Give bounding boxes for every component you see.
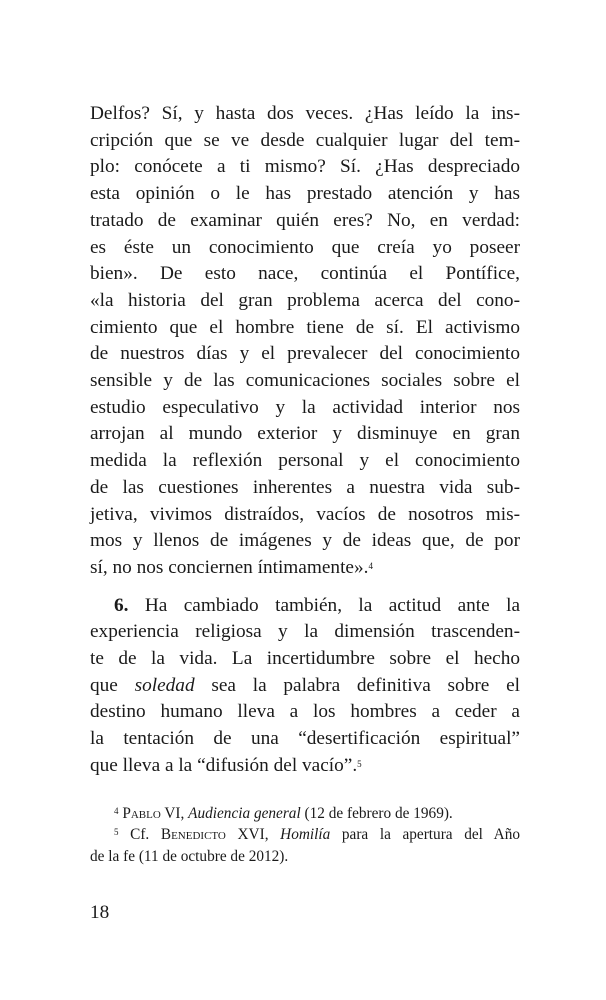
footnote-5 [90,824,520,846]
text-line: la tentación de una “desertificación espiritual” [90,728,520,750]
footnotes [90,803,520,868]
text-fragment: Ha cambiado también, la actitud ante la [128,594,520,616]
footnote-text: para la apertura del Año [330,826,521,844]
text-line: experiencia religiosa y la dimensión trascenden- [90,621,520,643]
text-fragment: sea la palabra definitiva sobre el [194,674,520,696]
footnote-marker: 4 [114,805,119,816]
text-line: te de la vida. La incertidumbre sobre el hecho [90,648,520,670]
footnote-marker: 5 [114,827,119,838]
text-line: jetiva, vivimos distraídos, vacíos de nosotros mis- [90,503,520,525]
text-line: mos y llenos de imágenes y de ideas que, de por [90,530,520,552]
footnote-4 [90,803,520,825]
footnote-title: Homilía [280,826,331,844]
footnote-separator: , [180,804,189,822]
text-line: Delfos? Sí, y hasta dos veces. ¿Has leído la ins- [90,103,520,124]
text-line: «la historia del gran problema acerca del cono- [90,289,520,311]
footnote-author: Pablo VI [122,804,181,822]
footnote-separator: , [264,826,281,844]
text-line: arrojan al mundo exterior y disminuye en gran [90,423,520,445]
text-line: bien». De esto nace, continúa el Pontífice, [90,263,520,285]
footnote-5-continued: de la fe (11 de octubre de 2012). [90,847,289,865]
text-fragment: sí, no nos conciernen íntimamente». [90,556,369,578]
paragraph-2 [90,593,520,780]
text-line: esta opinión o le has prestado atención y has [90,183,520,205]
text-line: cimiento que el hombre tiene de sí. El activismo [90,316,520,338]
paragraph-1 [90,101,520,582]
text-fragment: que [90,674,135,696]
text-line: cripción que se ve desde cualquier lugar del tem- [90,129,520,151]
italic-term: soledad [134,674,195,696]
text-line: de nuestros días y el prevalecer del conocimiento [90,343,520,365]
text-line: medida la reflexión personal y el conocimiento [90,450,520,472]
footnote-prefix: Cf. [130,826,161,844]
main-text [90,101,520,780]
text-line: tratado de examinar quién eres? No, en verdad: [90,209,520,231]
text-line [90,593,520,620]
text-fragment: que lleva a la “difusión del vacío”. [90,754,358,776]
paragraph-number: 6. [114,594,129,616]
text-line: destino humano lleva a los hombres a ceder a [90,701,520,723]
footnote-title: Audiencia general [188,804,301,822]
footnote-text: (12 de febrero de 1969). [300,804,453,822]
text-line [90,555,520,582]
text-line: plo: conócete a ti mismo? Sí. ¿Has despreciado [90,156,520,178]
text-line: de las cuestiones inherentes a nuestra vida sub- [90,476,520,498]
page-number: 18 [90,902,110,923]
footnote-author: Benedicto XVI [160,826,265,844]
text-line [90,673,520,700]
text-line [90,753,520,780]
text-line: estudio especulativo y la actividad interior nos [90,396,520,418]
text-line: sensible y de las comunicaciones sociales sobre el [90,370,520,392]
page-content [90,101,520,867]
footnote-ref-5: 5 [357,758,362,769]
footnote-ref-4: 4 [368,560,373,571]
text-line: es éste un conocimiento que creía yo poseer [90,236,520,258]
